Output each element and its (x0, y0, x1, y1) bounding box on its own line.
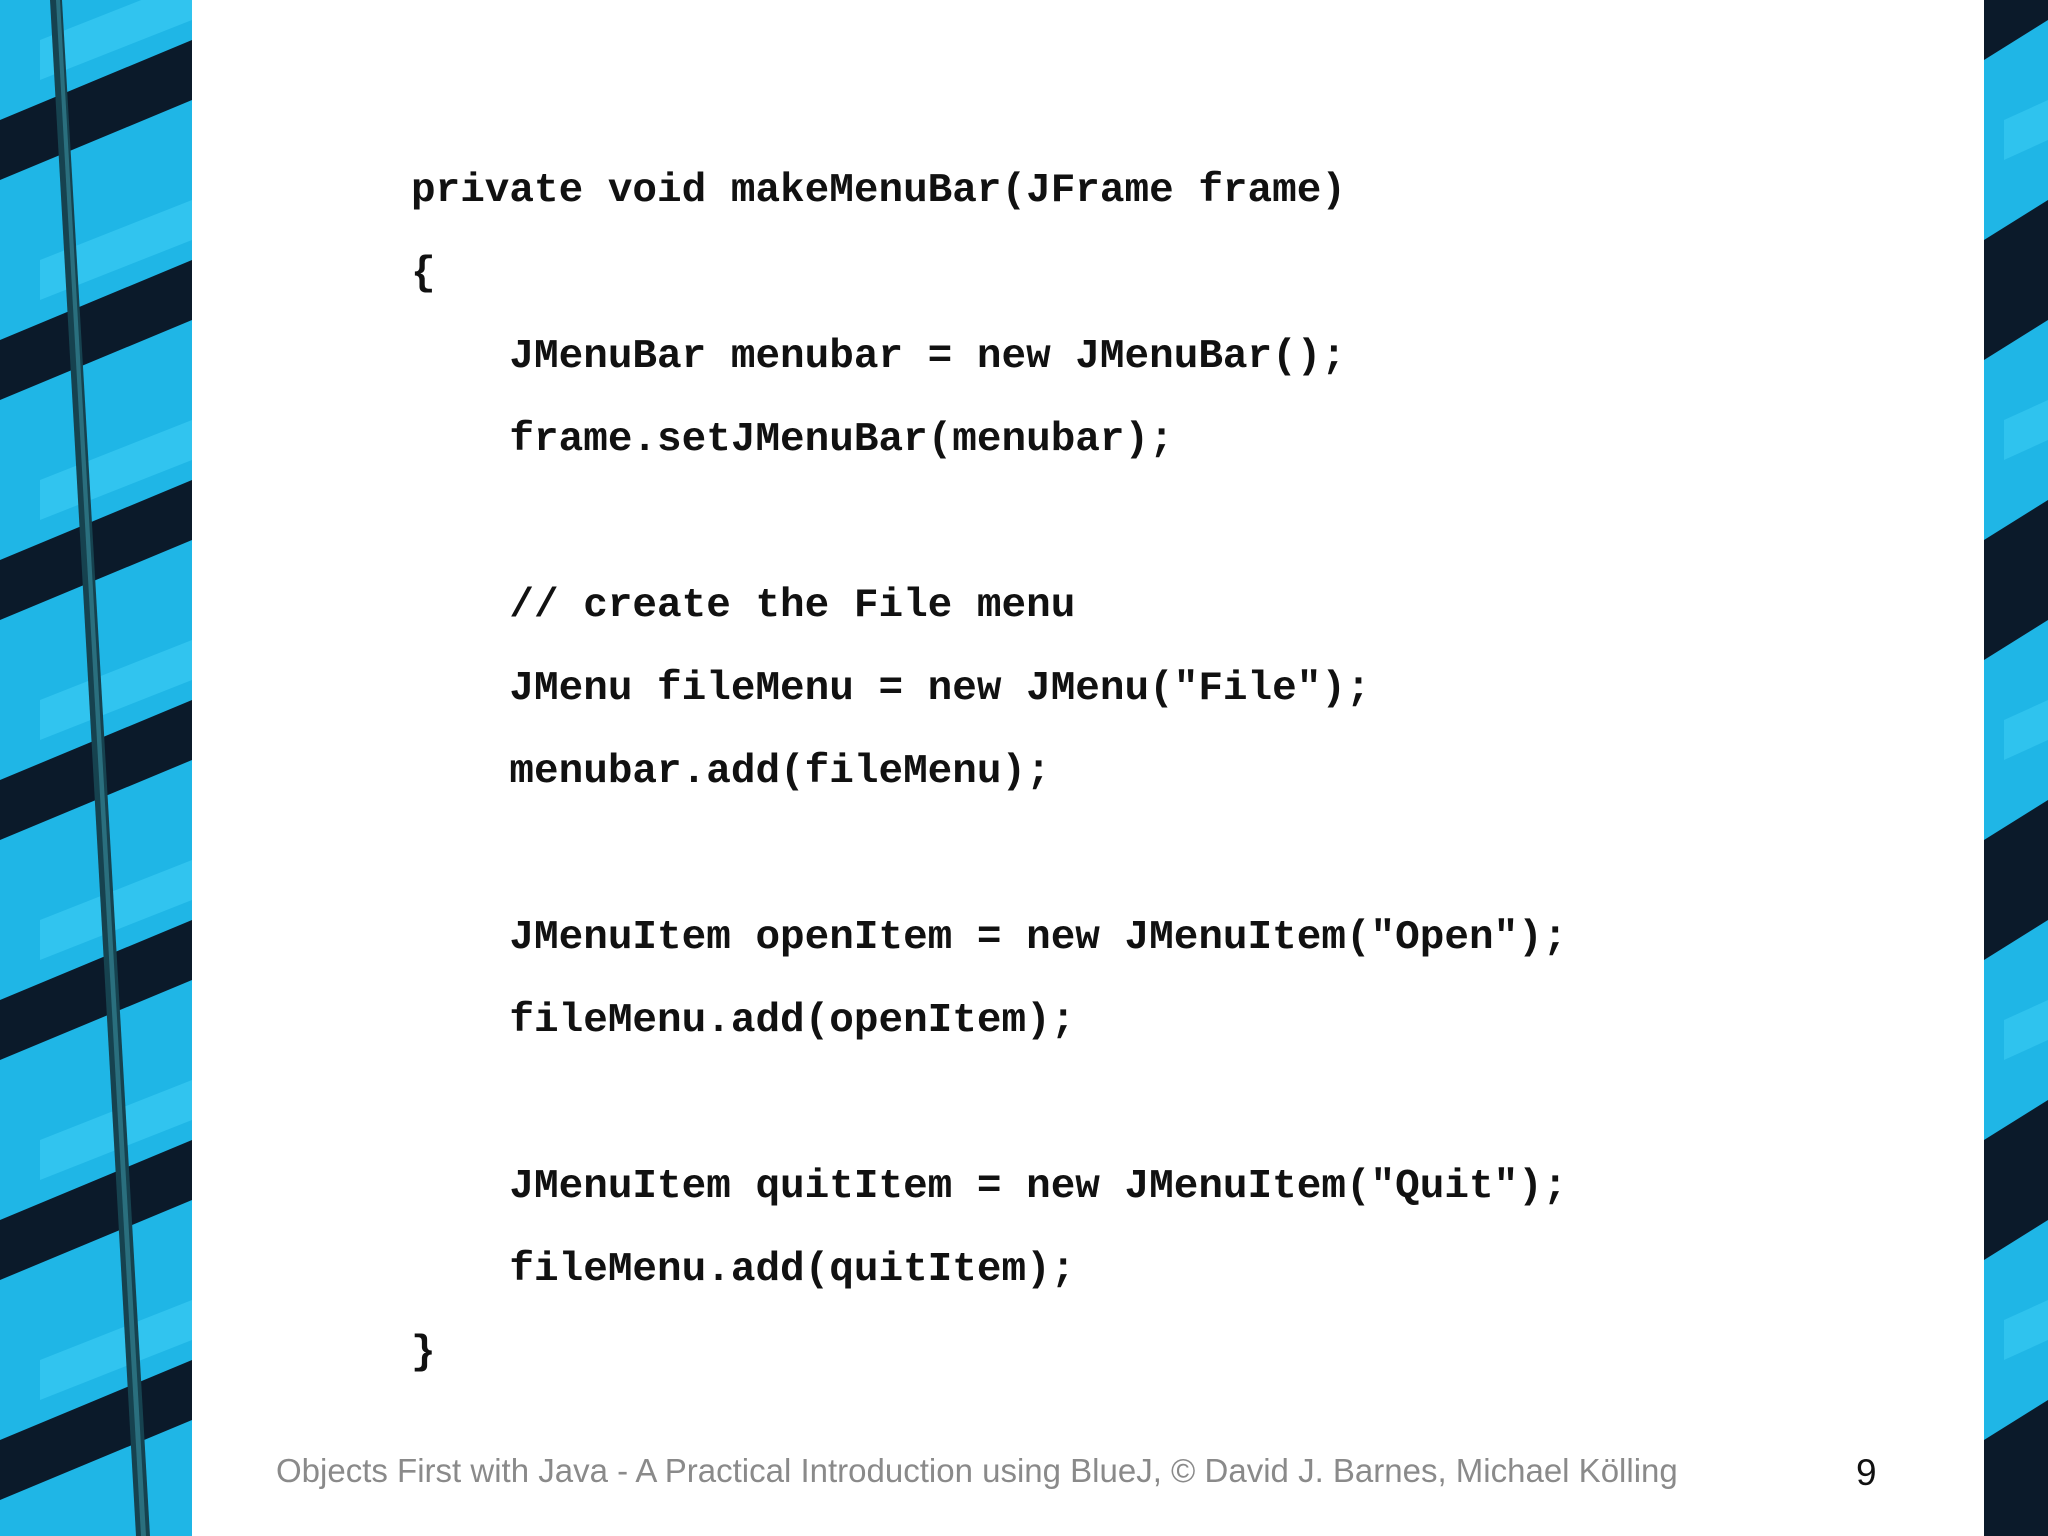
code-line-comment: // create the File menu (411, 583, 1076, 629)
code-line: menubar.add(fileMenu); (411, 749, 1051, 795)
code-line: JMenu fileMenu = new JMenu("File"); (411, 666, 1371, 712)
code-line: } (411, 1330, 436, 1376)
code-line-blank (411, 1063, 1567, 1146)
code-line-blank (411, 814, 1567, 897)
feather-border-left (0, 0, 192, 1536)
page-number: 9 (1856, 1452, 1877, 1493)
code-line: { (411, 251, 436, 297)
feather-border-right (1984, 0, 2048, 1536)
code-line: frame.setJMenuBar(menubar); (411, 417, 1174, 463)
code-line: fileMenu.add(quitItem); (411, 1247, 1076, 1293)
code-line: JMenuItem quitItem = new JMenuItem("Quit"); (411, 1164, 1568, 1210)
code-line: private void makeMenuBar(JFrame frame) (411, 168, 1346, 214)
code-line: fileMenu.add(openItem); (411, 998, 1076, 1044)
code-line: JMenuBar menubar = new JMenuBar(); (411, 334, 1346, 380)
slide-footer: Objects First with Java - A Practical Introduction using BlueJ, © David J. Barnes, Michael Kölling (276, 1452, 1678, 1489)
code-block (411, 150, 1567, 1395)
code-line: JMenuItem openItem = new JMenuItem("Open"); (411, 915, 1568, 961)
code-line-blank (411, 482, 1567, 565)
